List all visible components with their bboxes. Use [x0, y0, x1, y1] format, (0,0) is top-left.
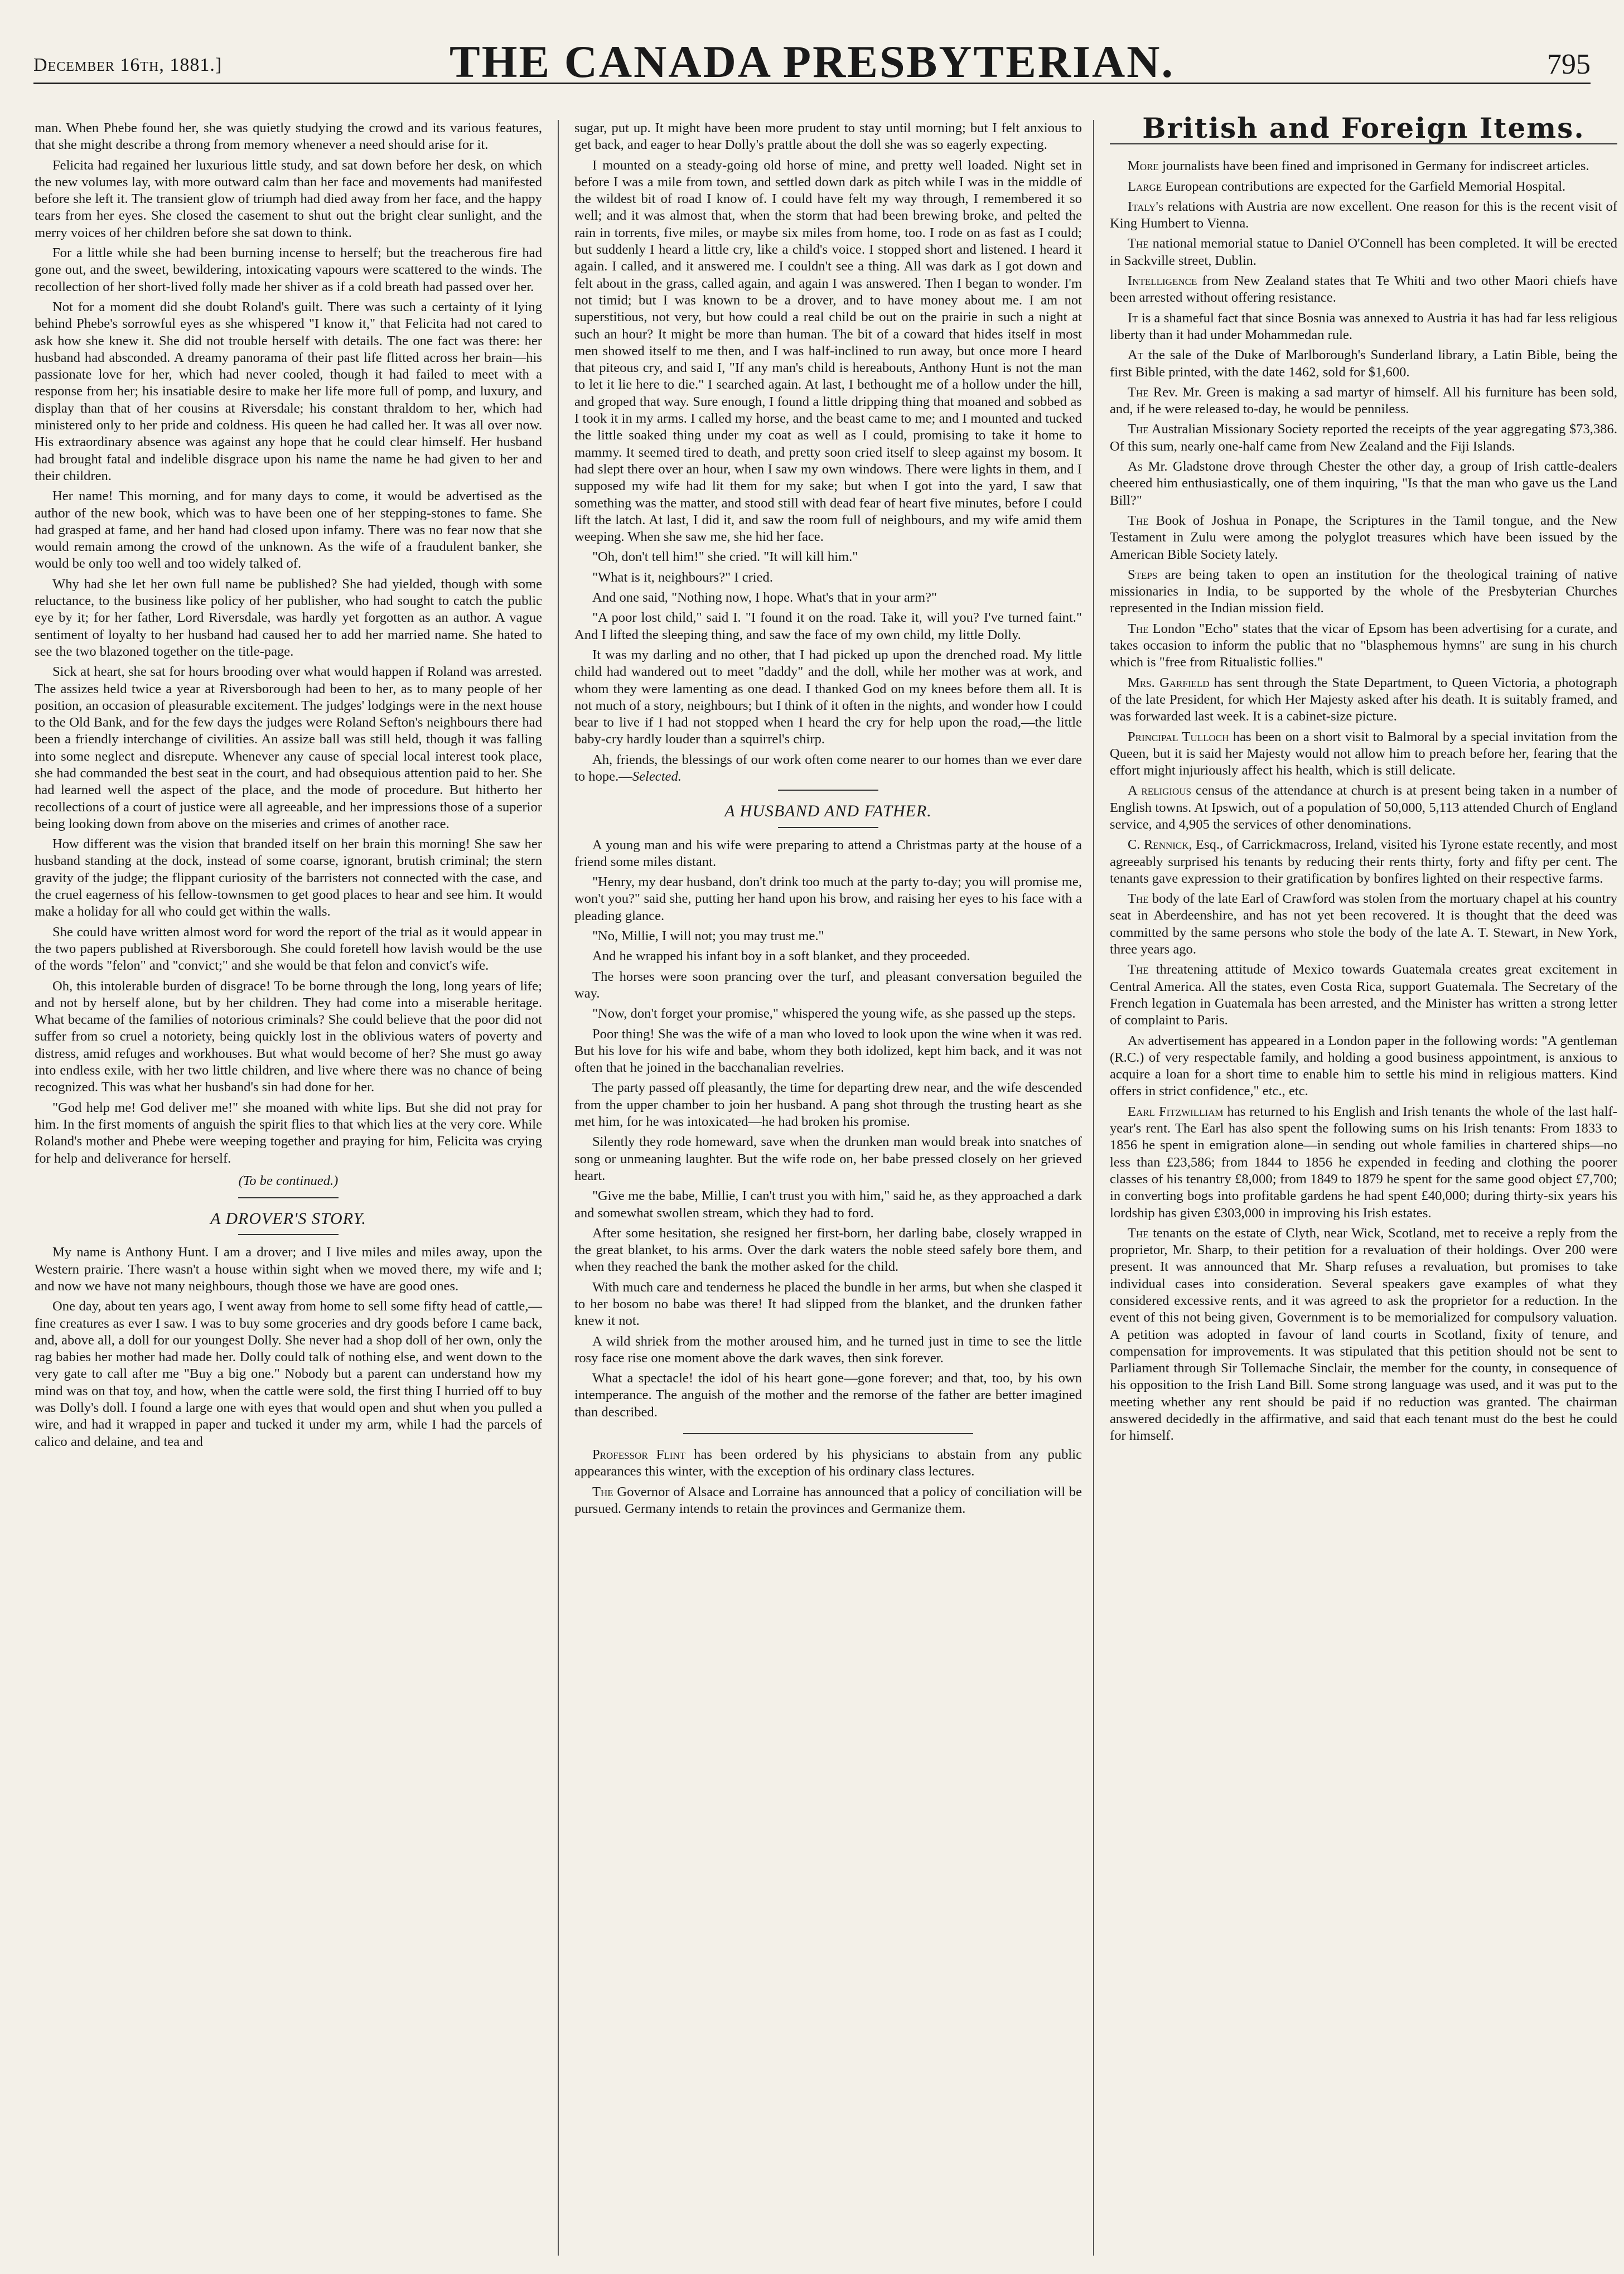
story-paragraph: She could have written almost word for word the report of the trial as it would appear in the two papers published at Riversborough. She could foretell how lavish would be the use of the words "felon" and "convict;" and she would be that felon and convict's wife. [35, 924, 542, 974]
section-rule [683, 1433, 973, 1434]
item-text: Australian Missionary Society reported the receipts of the year aggregating $73,386. Of this sum, nearly one-half came from New Zealand and the Fiji Islands. [1110, 422, 1617, 454]
news-item [1110, 961, 1617, 1029]
news-item [1110, 347, 1617, 381]
item-lead: The [592, 1484, 613, 1499]
item-lead: A religious [1128, 783, 1192, 799]
item-lead: As [1128, 459, 1143, 475]
item-text: relations with Austria are now excellent. One reason for this is the recent visit of King Humbert to Vienna. [1110, 199, 1617, 231]
item-text: tenants on the estate of Clyth, near Wick, Scotland, met to receive a reply from the proprietor, Mr. Sharp, to their petition for a revaluation of their holdings. Over 200 were present. It was announced that Mr. Sharp refuses a revaluation, but promises to take individual cases into consideration. Several speakers gave examples of what they considered excessive rents, and it was agreed to ask the proprietor for a reduction. In the event of this not being given, Government is to be memorialized for compulsory valuation. A petition was adopted in favour of land courts in Scotland, fixity of tenure, and compensation for improvements. It was stipulated that this petition should not be sent to Parliament through Sir Tollemache Sinclair, the member for the county, in consequence of his opposition to the Irish Land Bill. Some strong language was used, and it was put to the meeting whether any rent should be paid if no reduction was granted. The chairman answered decidedly in the affirmative, and said that each tenant must do the best he could for himself. [1110, 1225, 1617, 1444]
item-lead: The [1128, 621, 1149, 636]
article-paragraph: "Give me the babe, Millie, I can't trust you with him," said he, as they approached a dark and somewhat swollen stream, which they had to ford. [574, 1188, 1082, 1221]
news-item [1110, 729, 1617, 780]
item-text: are being taken to open an institution for the theological training of native missionaries in India, to be supported by the whole of the Presbyterian Churches represented in the Indian mission field. [1110, 567, 1617, 616]
item-lead: Intelligence [1128, 273, 1197, 289]
article-paragraph: "No, Millie, I will not; you may trust me." [592, 928, 824, 944]
column-2 [574, 120, 1082, 2256]
item-lead: The [1128, 236, 1149, 251]
story-paragraph: Not for a moment did she doubt Roland's guilt. There was such a certainty of it lying behind Phebe's sorrowful eyes as she whispered "I know it," that Felicita had not cared to ask how she knew it. She did not trouble herself with details. The one fact was there: her husband had absconded. A dreamy panorama of their past life flitted across her brain—his passionate love for her, which had never cooled, though it had failed to meet with a response from her; his insatiable desire to make her life more full of pomp, and luxury, and display than that of her cousins at Riversdale; his constant thraldom to her, which had ministered only to her pride and coldness. His queen he had called her. It was all over now. His extraordinary absence was against any hope that he could clear himself. Her husband had brought fatal and indelible disgrace upon his name the name he had given to her and their children. [35, 299, 542, 483]
item-lead: Principal Tulloch [1128, 729, 1229, 744]
column-3 [1110, 112, 1617, 2256]
item-lead: The [1128, 962, 1149, 978]
story-paragraph: "God help me! God deliver me!" she moaned with white lips. But she did not pray for him. In the first moments of anguish the spirit flies to that which lies at the very core. While Roland's mother and Phebe were weeping together and praying for him, Felicita was crying for help and deliverance for herself. [35, 1100, 542, 1166]
item-text: London "Echo" states that the vicar of Epsom has been advertising for a curate, and takes occasion to inform the public that no "blasphemous hymns" are sung in his church which is "free from Ritualistic follies." [1110, 621, 1617, 670]
article-paragraph: What a spectacle! the idol of his heart gone—gone forever; and that, too, by his own intemperance. The anguish of the mother and the remorse of the father are better imagined than described. [574, 1371, 1082, 1420]
item-lead: The [1128, 1225, 1149, 1241]
article-paragraph: A wild shriek from the mother aroused him, and he turned just in time to see the little rosy face rise one moment above the dark waves, then sink forever. [574, 1333, 1082, 1366]
item-lead: It [1128, 310, 1138, 326]
item-text: has returned to his English and Irish tenants the whole of the last half-year's rent. The Earl has also spent the following sums on his Irish tenants: From 1833 to 1856 he spent in emigration alone—in sending out whole families in chartered ships—no less than £23,586; from 1844 to 1856 he expended in feeding and clothing the poorer classes of his tenantry £8,000; from 1849 to 1879 he spent for the same good object £7,700; in converting bogs into profitable gardens he had spent £40,000; during thirty-six years his lordship has given £303,000 in improving his Irish estates. [1110, 1104, 1617, 1221]
news-item [1110, 1225, 1617, 1445]
item-lead: The [1128, 384, 1149, 400]
article-paragraph: sugar, put up. It might have been more prudent to stay until morning; but I felt anxious to get back, and eager to hear Dolly's prattle about the doll she was so eagerly expecting. [574, 120, 1082, 153]
item-text: body of the late Earl of Crawford was stolen from the mortuary chapel at his country seat in Aberdeenshire, and has not yet been recovered. It is thought that the deed was committed by the same persons who stole the body of the late A. T. Stewart, in New York, three years ago. [1110, 891, 1617, 957]
article-paragraph: The party passed off pleasantly, the time for departing drew near, and the wife descended from the upper chamber to join her husband. A pang shot through the trusting heart as she met him, for he was intoxicated—he had broken his promise. [574, 1080, 1082, 1130]
news-item [1110, 384, 1617, 418]
newspaper-title: THE CANADA PRESBYTERIAN. [450, 36, 1174, 87]
story-paragraph: Her name! This morning, and for many days to come, it would be advertised as the author of the new book, which was to have been one of her stepping-stones to fame. She had grasped at fame, and her hand had closed upon infamy. There was no fear now that she would remain among the crowd of the unknown. As the wife of a fraudulent banker, she would be only too well and too widely talked of. [35, 488, 542, 572]
story-paragraph: For a little while she had been burning incense to herself; but the treacherous fire had gone out, and the sweet, bewildering, intoxicating vapours were scattered to the winds. The recollection of her short-lived folly made her shiver as if a cold breath had passed over her. [35, 245, 542, 294]
article-paragraph: A young man and his wife were preparing to attend a Christmas party at the house of a friend some miles distant. [574, 837, 1082, 869]
news-item [1110, 310, 1617, 344]
news-item [1110, 567, 1617, 617]
item-lead: At [1128, 347, 1144, 363]
item-text: Governor of Alsace and Lorraine has announced that a policy of conciliation will be pursued. Germany intends to retain the provinces and Germanize them. [574, 1484, 1082, 1516]
item-text: advertisement has appeared in a London paper in the following words: "A gentleman (R.C.) of very respectable family, and holding a good business appointment, is anxious to acquire a loan for a short time to enable him to settle his mind in religious matters. Kind offers in strict confidence," etc., etc. [1110, 1033, 1617, 1099]
article-paragraph: Poor thing! She was the wife of a man who loved to look upon the wine when it was red. But his love for his wife and babe, whom they both idolized, kept him back, and it was not often that he joined in the bacchanalian revelries. [574, 1026, 1082, 1076]
section-rule [238, 1197, 339, 1198]
story-paragraph: Felicita had regained her luxurious little study, and sat down before her desk, on which the new volumes lay, with more outward calm than her face and movements had manifested before she left it. The transient glow of triumph had died away from her face, and the happy tears from her eyes. She closed the casement to shut out the bright clear sunlight, and the merry voices of her children before she sat down to think. [35, 157, 542, 240]
item-lead: The [1128, 512, 1149, 528]
item-lead: More [1128, 158, 1159, 174]
item-lead: Professor Flint [592, 1447, 686, 1463]
item-text: the sale of the Duke of Marlborough's Sunderland library, a Latin Bible, being the first Bible printed, with the date 1462, sold for $1,600. [1110, 347, 1617, 380]
item-text: European contributions are expected for the Garfield Memorial Hospital. [1162, 178, 1566, 194]
item-text: Esq., of Carrickmacross, Ireland, visited his Tyrone estate recently, and most agreeably surprised his tenants by reducing their rents thirty, forty and fifty per cent. The tenants gave expression to their gratification by bonfires lighted on their respective farms. [1110, 837, 1617, 886]
item-lead: Steps [1128, 567, 1158, 582]
article-paragraph: And one said, "Nothing now, I hope. What's that in your arm?" [592, 590, 937, 606]
article-signature: Selected. [632, 768, 682, 784]
news-item [1110, 235, 1617, 269]
news-item [1110, 421, 1617, 455]
news-item [1110, 836, 1617, 887]
article-paragraph: With much care and tenderness he placed the bundle in her arms, but when she clasped it to her bosom no babe was there! It had slipped from the blanket, and the drunken father knew it not. [574, 1279, 1082, 1329]
news-item [1110, 675, 1617, 725]
section-heading: British and Foreign Items. [1110, 120, 1617, 144]
item-lead: An [1128, 1033, 1145, 1048]
news-items-list [1110, 158, 1617, 1444]
item-lead: Italy's [1128, 199, 1164, 214]
issue-date: December 16th, 1881.] [33, 55, 223, 75]
article-heading: A HUSBAND AND FATHER. [724, 802, 932, 821]
masthead [33, 16, 1591, 87]
article-paragraph: I mounted on a steady-going old horse of mine, and pretty well loaded. Night set in before I was a mile from town, and settled down dark as pitch while I was in the middle of the wildest bit of road I know of. I could have felt my way through, I remembered it so well; and it was almost that, when the storm that had been brewing broke, and pelted the rain in torrents, five miles, or maybe six miles from home, too. I rode on as fast as I could; but suddenly I heard a little cry, like a child's voice. I stopped short and listened. I heard it again. I called, and it answered me. I couldn't see a thing. All was dark as I got down and felt about in the grass, called again, and again I was answered. Then I began to wonder. I'm not timid; but I was known to be a drover, and to have money about me. I am not superstitious, not very, but how could a real child be out on the prairie in such a night at such an hour? It might be more than human. The bit of a coward that hides itself in most men showed itself to me then, and I was half-inclined to run away, but once more I heard that piteous cry, and said I, "If any man's child is hereabouts, Anthony Hunt is not the man to let it lie here to die." I searched again. At last, I bethought me of a hollow under the hill, and groped that way. Sure enough, I found a little dripping thing that moaned and sobbed as I took it in my arms. I called my horse, and the beast came to me; and I mounted and tucked the little soaked thing under my coat as well as I could, promising to take it home to mammy. It seemed tired to death, and pretty soon cried itself to sleep against my bosom. It had slept there over an hour, when I saw my own windows. There were lights in them, and I supposed my wife had lit them for my sake; but when I got into the yard, I saw that something was the matter, and stood still with dead fear of heart five minutes, before I could lift the latch. At last, I did it, and saw the room full of neighbours, and my wife amid them weeping. When she saw me, she hid her face. [574, 157, 1082, 545]
news-item [1110, 178, 1617, 195]
item-text: has sent through the State Department, to Queen Victoria, a photograph of the late President, for which Her Majesty asked after his death. It is suitably framed, and was forwarded last week. It is a cabinet-size picture. [1110, 675, 1617, 724]
item-text: Mr. Gladstone drove through Chester the other day, a group of Irish cattle-dealers cheered him enthusiastically, one of them inquiring, "Is that the man who gave us the Land Bill?" [1110, 459, 1617, 508]
article-paragraph: Silently they rode homeward, save when the drunken man would break into snatches of song or unmeaning laughter. But the wife rode on, her babe pressed closely on her grieved heart. [574, 1134, 1082, 1183]
story-paragraph: How different was the vision that branded itself on her brain this morning! She saw her husband standing at the dock, instead of some coarse, ignorant, brutish criminal; the stern gravity of the judge; the flippant curiosity of the barristers not connected with the case, and the cruel eagerness of his fellow-townsmen to get good places to hear and see him. It would make a holiday for all who could get within the walls. [35, 836, 542, 920]
item-text: is a shameful fact that since Bosnia was annexed to Austria it has had far less religious liberty than it had under Mohammedan rule. [1110, 310, 1617, 342]
story-paragraph: Sick at heart, she sat for hours brooding over what would happen if Roland was arrested. The assizes held twice a year at Riversborough had been to her, as to many people of her position, an occasion of pleasurable excitement. The judges' lodgings were in the next house to the Old Bank, and for the few days the judges were Roland Sefton's neighbours there had been a friendly interchange of civilities. An assize ball was still held, though it was falling into some neglect and disrepute. Whenever any cause of special local interest took place, she had commanded the best seat in the court, and had obsequious attention paid to her. She had learned well the aspect of the place, and the mode of procedure. But hitherto her recollections of a court of justice were all agreeable, and her impressions those of a superior being looking down from above on the miseries and crimes of another race. [35, 664, 542, 831]
continued-note: (To be continued.) [238, 1173, 339, 1188]
item-lead: Large [1128, 178, 1162, 194]
article-paragraph: "Now, don't forget your promise," whispered the young wife, as she passed up the steps. [592, 1006, 1076, 1022]
item-text: Rev. Mr. Green is making a sad martyr of himself. All his furniture has been sold, and, if he were released to-day, he would be penniless. [1110, 384, 1617, 417]
item-lead: Earl Fitzwilliam [1128, 1104, 1224, 1119]
news-item [1110, 458, 1617, 509]
page-number: 795 [1547, 49, 1591, 80]
news-item [1110, 199, 1617, 233]
news-item [1110, 512, 1617, 563]
item-lead: The [1128, 891, 1149, 907]
news-item [1110, 158, 1617, 175]
item-lead: The [1128, 422, 1149, 437]
article-paragraph [574, 752, 1082, 786]
article-paragraph: "A poor lost child," said I. "I found it on the road. Take it, will you? I've turned faint." And I lifted the sleeping thing, and saw the face of my own child, my little Dolly. [574, 610, 1082, 642]
item-text: journalists have been fined and imprisoned in Germany for indiscreet articles. [1158, 158, 1589, 174]
news-item [1110, 621, 1617, 671]
column-divider [1093, 120, 1094, 2256]
story-paragraph: Oh, this intolerable burden of disgrace! To be borne through the long, long years of life; and not by herself alone, but by her children. They had come into a miserable heritage. What became of the families of notorious criminals? She could believe that the poor did not suffer from so cruel a notoriety, being quickly lost in the oblivious waters of poverty and distress, amid refuges and workhouses. But what would become of her? She must go away into endless exile, with her two little children, and live where there was no chance of being recognized. This was what her husband's sin had done for her. [35, 978, 542, 1095]
section-rule [778, 790, 878, 791]
item-lead: C. Rennick, [1128, 837, 1192, 853]
item-text: Book of Joshua in Ponape, the Scriptures in the Tamil tongue, and the New Testament in Zulu were among the polyglot treasures which have been issued by the American Bible Society lately. [1110, 512, 1617, 562]
article-paragraph: And he wrapped his infant boy in a soft blanket, and they proceeded. [592, 949, 970, 964]
article-paragraph: "Henry, my dear husband, don't drink too much at the party to-day; you will promise me, won't you?" said she, putting her hand upon his brow, and raising her eyes to his face with a pleading glance. [574, 874, 1082, 923]
item-text: threatening attitude of Mexico towards Guatemala creates great excitement in Central America. All the states, even Costa Rica, support Guatemala. The Secretary of the French legation in Guatemala has been arrested, and the Minister has written a strong letter of complaint to Paris. [1110, 962, 1617, 1028]
story-paragraph: Why had she let her own full name be published? She had yielded, though with some reluctance, to the business like policy of her publisher, who had sought to catch the public eye by it; for her father, Lord Riversdale, was hardly yet forgotten as an author. A vague sentiment of loyalty to her husband had caused her to add her married name. She hated to see the two blazoned together on the title-page. [35, 576, 542, 659]
article-heading: A DROVER'S STORY. [210, 1209, 366, 1228]
column-divider [558, 120, 559, 2256]
news-item [1110, 1104, 1617, 1222]
article-paragraph: One day, about ten years ago, I went away from home to sell some fifty head of cattle,—fine creatures as ever I saw. I was to buy some groceries and dry goods before I came back, and, above all, a doll for our youngest Dolly. She never had a shop doll of her own, only the rag babies her mother had made her. Dolly could talk of nothing else, and went down to the very gate to call after me "Buy a big one." Nobody but a parent can understand how my mind was on that toy, and how, when the cattle were sold, the first thing I hurried off to buy was Dolly's doll. I found a large one with eyes that would open and shut when you pulled a wire, and had it wrapped in paper and tucked it under my arm, while I had the parcels of calico and delaine, and tea and [35, 1299, 542, 1449]
item-text: national memorial statue to Daniel O'Connell has been completed. It will be erected in Sackville street, Dublin. [1110, 236, 1617, 268]
item-text: has been ordered by his physicians to abstain from any public appearances this winter, with the exception of his ordinary class lectures. [574, 1447, 1082, 1479]
section-rule [238, 1234, 339, 1235]
story-paragraph: man. When Phebe found her, she was quietly studying the crowd and its various features, that she might describe a throng from memory whenever a need should arise for it. [35, 120, 542, 153]
article-paragraph: "What is it, neighbours?" I cried. [592, 569, 773, 585]
article-closing: Ah, friends, the blessings of our work often come nearer to our homes than we ever dare to hope.— [574, 752, 1082, 784]
news-item [574, 1446, 1082, 1480]
article-paragraph: The horses were soon prancing over the turf, and pleasant conversation beguiled the way. [574, 969, 1082, 1001]
column-1 [35, 120, 542, 2256]
section-rule [778, 827, 878, 828]
article-paragraph: My name is Anthony Hunt. I am a drover; and I live miles and miles away, upon the Western prairie. There wasn't a house within sight when we moved there, my wife and I; and now we have not many neighbours, though those we have are good ones. [35, 1245, 542, 1294]
news-item [1110, 1033, 1617, 1100]
item-lead: Mrs. Garfield [1128, 675, 1210, 690]
news-item [1110, 782, 1617, 833]
article-paragraph: After some hesitation, she resigned her first-born, her darling babe, closely wrapped in the great blanket, to his arms. Over the dark waters the noble steed safely bore them, and when they reached the bank the mother asked for the child. [574, 1225, 1082, 1275]
item-text: from New Zealand states that Te Whiti and two other Maori chiefs have been arrested without offering resistance. [1110, 273, 1617, 306]
article-paragraph: "Oh, don't tell him!" she cried. "It will kill him." [592, 549, 858, 565]
article-paragraph: It was my darling and no other, that I had picked up upon the drenched road. My little child had wandered out to meet "daddy" and the doll, while her mother was at work, and whom they were lamenting as one dead. I thanked God on my knees before them all. It is not much of a story, neighbours; but I think of it often in the nights, and wonder how I could bear to live if I had not stopped when I heard the cry for help upon the road,—the little baby-cry hardly louder than a squirrel's chirp. [574, 647, 1082, 747]
news-item [1110, 273, 1617, 307]
news-item [574, 1484, 1082, 1518]
item-text: has been on a short visit to Balmoral by a special invitation from the Queen, but it is said her Majesty would not allow him to preach before her, fearing that the effort might injuriously affect his health, which is still delicate. [1110, 729, 1617, 778]
item-text: census of the attendance at church is at present being taken in a number of English towns. At Ipswich, out of a population of 50,000, 5,113 attended Church of England service, and 4,905 the services of other denominations. [1110, 783, 1617, 832]
news-item [1110, 891, 1617, 958]
